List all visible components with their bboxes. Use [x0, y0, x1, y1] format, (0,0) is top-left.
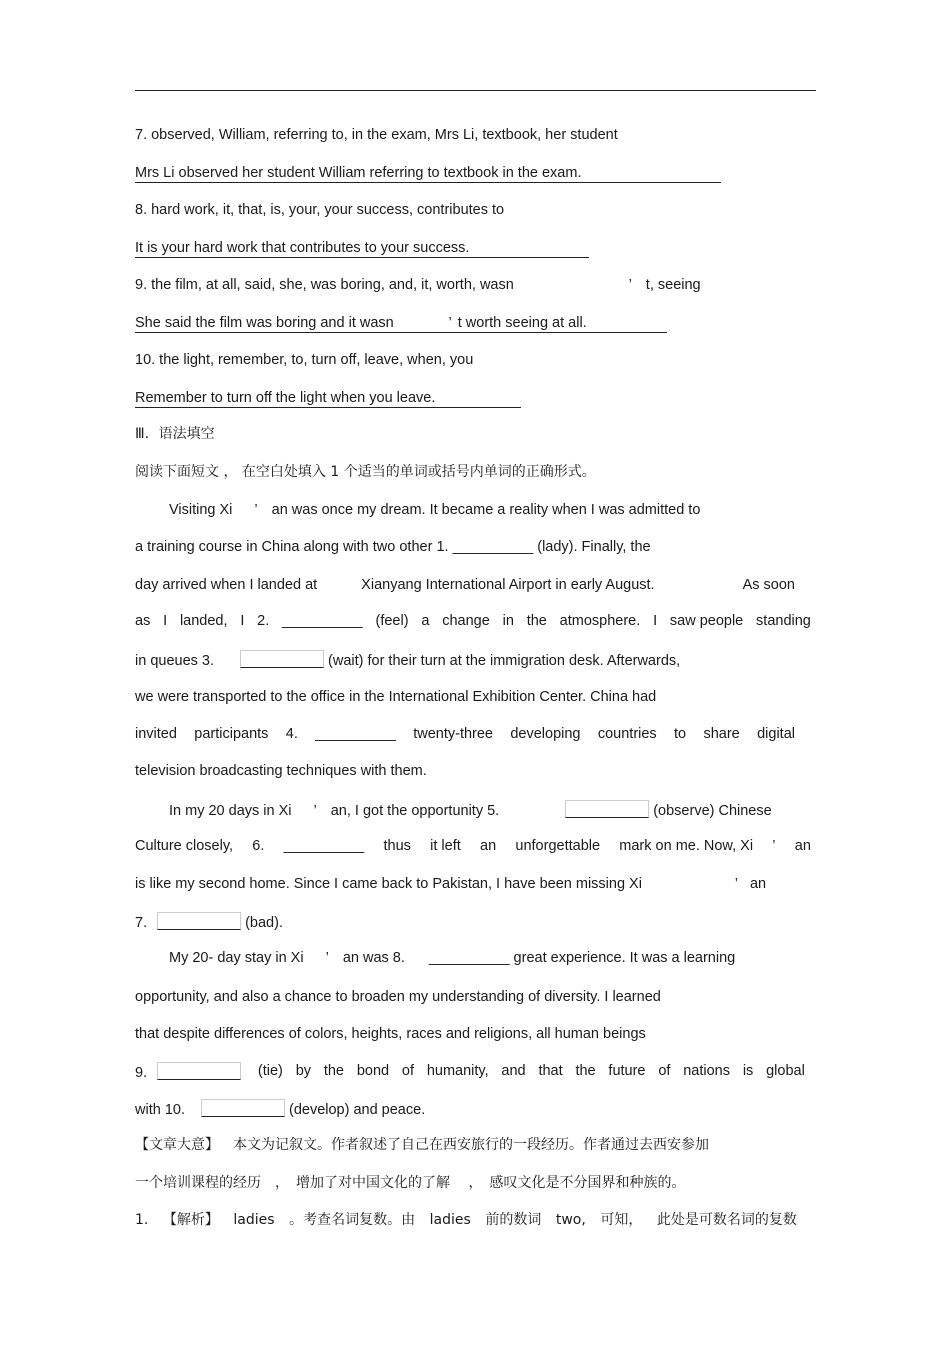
word-text: in — [502, 613, 514, 629]
word-text: it left — [430, 838, 461, 854]
word-text: thus — [383, 838, 411, 854]
word-text: as — [135, 613, 151, 629]
word — [430, 837, 461, 855]
word — [674, 725, 686, 743]
word-text: 【解析】 — [162, 1212, 219, 1228]
word-text: the — [526, 613, 547, 629]
word — [402, 1062, 414, 1082]
section-instruction: 阅读下面短文 ， 在空白处填入 1 个适当的单词或括号内单词的正确形式。 — [135, 464, 596, 480]
passage-line-11 — [135, 875, 766, 893]
word-text: global — [766, 1063, 805, 1079]
word — [413, 725, 493, 743]
text: day arrived when I landed at — [135, 577, 318, 593]
label: 【文章大意】 — [135, 1137, 219, 1153]
q9-prompt — [135, 276, 701, 294]
word — [442, 612, 490, 630]
passage-line-16 — [135, 1062, 805, 1082]
word — [683, 1062, 730, 1082]
text: My 20- day stay in Xi — [169, 950, 304, 966]
word-text: atmosphere. — [559, 613, 641, 629]
word — [180, 612, 228, 630]
word — [772, 837, 775, 855]
apostrophe: ’ — [313, 803, 317, 819]
word — [296, 1062, 311, 1082]
word — [795, 837, 811, 855]
word-text: 1. — [135, 1212, 149, 1228]
blank-9[interactable] — [157, 1062, 241, 1080]
passage-line-12 — [135, 912, 283, 932]
top-rule — [135, 90, 816, 91]
text: in queues 3. — [135, 653, 215, 669]
q10-prompt: 10. the light, remember, to, turn off, leave, when, you — [135, 352, 474, 368]
word-text: that — [538, 1063, 563, 1079]
word-text: digital — [757, 726, 795, 742]
word-text: a — [421, 613, 430, 629]
word — [135, 612, 150, 630]
word — [430, 1211, 471, 1229]
word-text: 。考查名词复数。由 — [289, 1212, 416, 1228]
word — [515, 837, 600, 855]
word-text: of — [658, 1063, 671, 1079]
word-text: by — [295, 1063, 312, 1079]
q7-answer-text: Mrs Li observed her student William referring to textbook in the exam. — [135, 165, 721, 183]
text: 7. — [135, 915, 148, 931]
summary-line-2: 一个培训课程的经历 ， 增加了对中国文化的了解 ， 感叹文化是不分国界和种族的。 — [135, 1175, 686, 1191]
word — [538, 1062, 562, 1082]
word — [282, 612, 363, 630]
word — [163, 1211, 219, 1229]
word-text: 2. — [257, 613, 270, 629]
q9-answer-part-a: She said the film was boring and it wasn — [135, 315, 394, 331]
text: is like my second home. Since I came back to Pakistan, I have been missing Xi — [135, 876, 642, 892]
word — [503, 612, 514, 630]
word — [598, 725, 657, 743]
word-text: 9. — [135, 1065, 148, 1081]
word-text: (feel) — [375, 613, 409, 629]
text: (develop) and peace. — [288, 1102, 426, 1118]
word-text: 此处是可数名词的复数 — [656, 1212, 797, 1228]
word-text: 前的数词 — [485, 1212, 542, 1228]
q10-answer — [135, 389, 521, 407]
passage-line-3 — [135, 576, 795, 594]
word-text: the — [575, 1063, 596, 1079]
word — [766, 1062, 805, 1082]
passage-line-8: television broadcasting techniques with them. — [135, 763, 427, 779]
word-text: an — [480, 838, 497, 854]
word-text: __________ — [283, 838, 365, 854]
q7-answer — [135, 164, 721, 182]
passage-line-15: that despite differences of colors, heights, races and religions, all human beings — [135, 1026, 646, 1042]
word — [427, 1062, 489, 1082]
word — [258, 1062, 283, 1082]
text: an, I got the opportunity 5. — [330, 803, 500, 819]
word-text: humanity, — [426, 1063, 489, 1079]
passage-line-9 — [169, 800, 772, 820]
word — [480, 837, 496, 855]
word — [135, 837, 233, 855]
word-text: future — [608, 1063, 646, 1079]
word — [240, 612, 244, 630]
word-text: Culture closely, — [135, 838, 234, 854]
word-text: bond — [356, 1063, 390, 1079]
apostrophe: ’ — [448, 315, 452, 331]
passage-line-17 — [135, 1099, 425, 1119]
word — [421, 612, 429, 630]
word — [324, 1062, 344, 1082]
text: (observe) Chinese — [653, 803, 772, 819]
text: __________ great experience. It was a learning — [428, 950, 736, 966]
q9-prompt-part-a: 9. the film, at all, said, she, was boring, and, it, worth, wasn — [135, 277, 514, 293]
word — [485, 1211, 541, 1229]
apostrophe: ’ — [325, 950, 329, 966]
word — [657, 1211, 797, 1229]
word-text: I — [653, 613, 658, 629]
word-text: I — [163, 613, 168, 629]
passage-line-10 — [135, 837, 811, 855]
word-text: I — [240, 613, 245, 629]
word-text: two, — [555, 1212, 586, 1228]
word — [600, 1211, 642, 1229]
apostrophe: ’ — [254, 502, 258, 518]
passage-line-5 — [135, 650, 680, 670]
text: an was once my dream. It became a reality when I was admitted to — [271, 502, 701, 518]
word — [658, 1062, 670, 1082]
word — [501, 1062, 525, 1082]
text: Visiting Xi — [169, 502, 233, 518]
passage-line-14: opportunity, and also a chance to broaden my understanding of diversity. I learned — [135, 989, 661, 1005]
passage-line-1 — [169, 501, 700, 519]
word-text: landed, — [179, 613, 228, 629]
q10-answer-text: Remember to turn off the light when you leave. — [135, 390, 521, 408]
q8-answer-text: It is your hard work that contributes to your success. — [135, 240, 589, 258]
word-text: unforgettable — [515, 838, 601, 854]
word-text: __________ — [282, 613, 363, 629]
q8-prompt: 8. hard work, it, that, is, your, your success, contributes to — [135, 202, 505, 218]
word — [357, 1062, 389, 1082]
word-text: mark on me. Now, Xi — [619, 838, 754, 854]
word — [703, 725, 739, 743]
word — [743, 1062, 753, 1082]
word — [135, 725, 177, 743]
word — [608, 1062, 645, 1082]
text: an — [749, 876, 767, 892]
passage-line-7 — [135, 725, 795, 743]
passage-line-2: a training course in China along with two other 1. __________ (lady). Finally, the — [135, 539, 651, 555]
q9-answer-part-b: t worth seeing at all. — [457, 315, 587, 331]
word-text: of — [401, 1063, 414, 1079]
word — [376, 612, 409, 630]
passage-line-13 — [169, 949, 735, 967]
word — [163, 612, 167, 630]
word-text: __________ — [315, 726, 396, 742]
summary-line-1 — [135, 1136, 709, 1154]
word — [560, 612, 641, 630]
word-text: countries — [597, 726, 657, 742]
word — [527, 612, 547, 630]
word-text: twenty-three — [413, 726, 493, 742]
apostrophe: ’ — [734, 876, 738, 892]
word-text: is — [742, 1063, 754, 1079]
word — [556, 1211, 586, 1229]
text: As soon — [742, 577, 795, 593]
word — [286, 725, 298, 743]
word-text: an — [794, 838, 811, 854]
passage-line-6: we were transported to the office in the International Exhibition Center. China had — [135, 689, 657, 705]
q9-prompt-part-b: t, seeing — [645, 277, 701, 293]
word-text: participants — [194, 726, 269, 742]
word-text: ladies — [429, 1212, 471, 1228]
text: Xianyang International Airport in early August. — [361, 577, 655, 593]
blank-10[interactable] — [201, 1099, 285, 1117]
word — [619, 837, 753, 855]
text: an was 8. — [342, 950, 405, 966]
word — [194, 725, 268, 743]
text: 本文为记叙文。作者叙述了自己在西安旅行的一段经历。作者通过去西安参加 — [233, 1137, 709, 1153]
apostrophe: ’ — [628, 277, 632, 293]
word — [252, 837, 264, 855]
word-text: ’ — [772, 838, 776, 854]
word-text: saw people — [669, 613, 744, 629]
word-text: standing — [756, 613, 811, 629]
word-text: 6. — [252, 838, 265, 854]
word — [670, 612, 743, 630]
word — [384, 837, 411, 855]
word-text: nations — [683, 1063, 730, 1079]
word-text: change — [442, 613, 490, 629]
word — [757, 725, 795, 743]
word — [284, 837, 365, 855]
word-text: (tie) — [257, 1063, 283, 1079]
q7-prompt: 7. observed, William, referring to, in the exam, Mrs Li, textbook, her student — [135, 127, 618, 143]
word-text: the — [323, 1063, 345, 1079]
word — [653, 612, 657, 630]
q8-answer — [135, 239, 589, 257]
word — [257, 612, 269, 630]
text: (wait) for their turn at the immigration desk. Afterwards, — [328, 653, 681, 669]
word — [510, 725, 580, 743]
word-text: share — [703, 726, 740, 742]
q9-answer — [135, 314, 667, 332]
word — [233, 1211, 274, 1229]
analysis-line-1 — [135, 1211, 797, 1229]
text: In my 20 days in Xi — [169, 803, 292, 819]
word — [575, 1062, 595, 1082]
blank-3[interactable] — [240, 650, 324, 668]
word-text: 4. — [285, 726, 298, 742]
blank-5[interactable] — [565, 800, 649, 818]
word-text: 可知， — [600, 1212, 643, 1228]
word — [315, 725, 396, 743]
word — [289, 1211, 415, 1229]
word — [135, 1211, 148, 1229]
word-text: developing — [510, 726, 581, 742]
text: (bad). — [245, 915, 283, 931]
passage-line-4 — [135, 612, 811, 630]
word-text: to — [674, 726, 687, 742]
word-text: and — [501, 1063, 526, 1079]
word-text: invited — [135, 726, 177, 742]
word — [135, 1062, 245, 1082]
blank-7[interactable] — [157, 912, 241, 930]
section-title: Ⅲ．语法填空 — [135, 426, 215, 442]
text: with 10. — [135, 1102, 185, 1118]
word — [756, 612, 811, 630]
word-text: ladies — [233, 1212, 275, 1228]
